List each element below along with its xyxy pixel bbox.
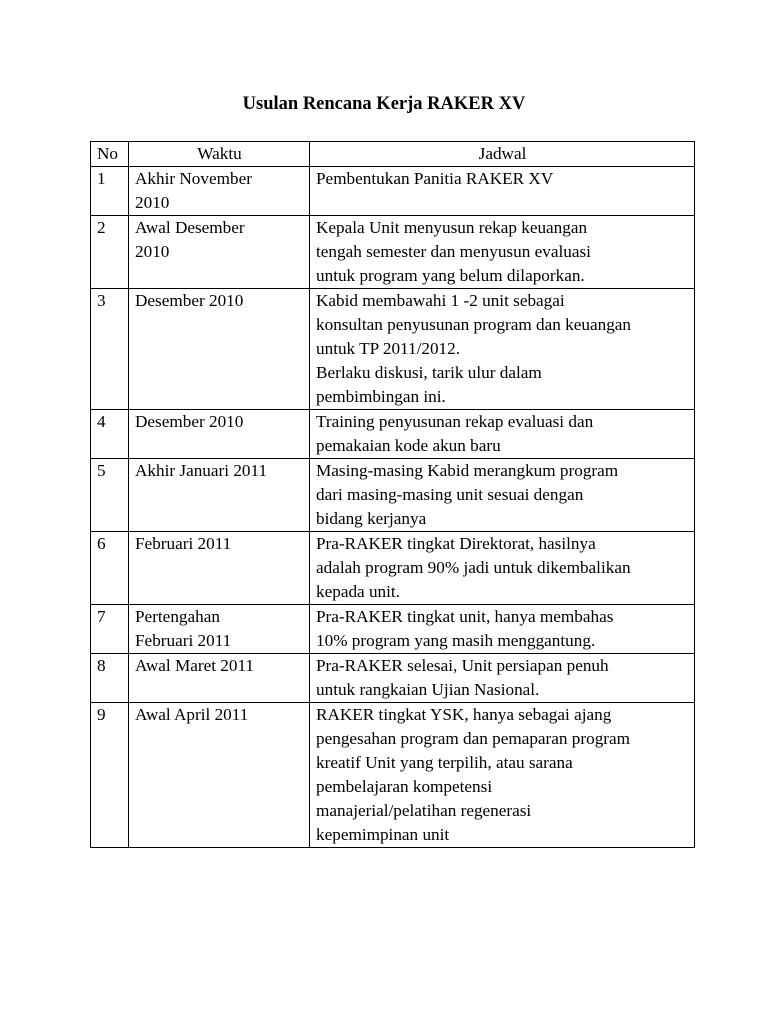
jadwal-cell	[310, 703, 695, 848]
jadwal-text-line: kreatif Unit yang terpilih, atau sarana	[316, 753, 573, 772]
row-number-cell: 4	[91, 410, 129, 459]
jadwal-text-line: Kepala Unit menyusun rekap keuangan	[316, 218, 588, 237]
waktu-cell	[129, 167, 310, 216]
table-body	[91, 167, 695, 848]
jadwal-text-line: dari masing-masing unit sesuai dengan	[316, 485, 584, 504]
jadwal-text-line: pengesahan program dan pemaparan program	[316, 729, 631, 748]
waktu-cell	[129, 216, 310, 289]
table-row	[91, 167, 695, 216]
row-number-cell: 2	[91, 216, 129, 289]
table-header-row	[91, 142, 695, 167]
waktu-cell	[129, 532, 310, 605]
jadwal-text-line: untuk rangkaian Ujian Nasional.	[316, 680, 540, 699]
row-number-cell: 8	[91, 654, 129, 703]
row-number-cell: 5	[91, 459, 129, 532]
jadwal-cell	[310, 410, 695, 459]
waktu-cell	[129, 605, 310, 654]
table-row	[91, 289, 695, 410]
jadwal-cell	[310, 459, 695, 532]
waktu-text-line: Pertengahan	[135, 607, 220, 626]
table-row	[91, 532, 695, 605]
waktu-text-line: Awal Maret 2011	[135, 656, 255, 675]
jadwal-text-line: untuk program yang belum dilaporkan.	[316, 266, 585, 285]
table-row	[91, 605, 695, 654]
waktu-text-line: Awal Desember	[135, 218, 245, 237]
jadwal-text-line: RAKER tingkat YSK, hanya sebagai ajang	[316, 705, 612, 724]
row-number-cell: 7	[91, 605, 129, 654]
waktu-text-line: Akhir November	[135, 169, 252, 188]
row-number-cell: 6	[91, 532, 129, 605]
column-header-jadwal: Jadwal	[310, 142, 695, 167]
jadwal-cell	[310, 532, 695, 605]
jadwal-text-line: Pra-RAKER tingkat unit, hanya membahas	[316, 607, 614, 626]
row-number-cell: 9	[91, 703, 129, 848]
waktu-text-line: Desember 2010	[135, 291, 244, 310]
jadwal-cell	[310, 654, 695, 703]
table-row	[91, 459, 695, 532]
column-header-waktu: Waktu	[129, 142, 310, 167]
row-number-cell: 1	[91, 167, 129, 216]
jadwal-text-line: pembelajaran kompetensi	[316, 777, 493, 796]
jadwal-text-line: Pra-RAKER selesai, Unit persiapan penuh	[316, 656, 609, 675]
jadwal-cell	[310, 289, 695, 410]
jadwal-text-line: Masing-masing Kabid merangkum program	[316, 461, 619, 480]
table-row	[91, 703, 695, 848]
waktu-cell	[129, 703, 310, 848]
waktu-cell	[129, 410, 310, 459]
jadwal-text-line: Pembentukan Panitia RAKER XV	[316, 169, 554, 188]
jadwal-text-line: Kabid membawahi 1 -2 unit sebagai	[316, 291, 565, 310]
waktu-text-line: Februari 2011	[135, 631, 232, 650]
waktu-text-line: 2010	[135, 193, 170, 212]
waktu-cell	[129, 654, 310, 703]
schedule-table	[90, 141, 695, 848]
jadwal-text-line: manajerial/pelatihan regenerasi	[316, 801, 532, 820]
table-row	[91, 216, 695, 289]
jadwal-text-line: Training penyusunan rekap evaluasi dan	[316, 412, 594, 431]
jadwal-cell	[310, 216, 695, 289]
waktu-cell	[129, 459, 310, 532]
jadwal-text-line: bidang kerjanya	[316, 509, 427, 528]
jadwal-text-line: untuk TP 2011/2012.	[316, 339, 461, 358]
document-title: Usulan Rencana Kerja RAKER XV	[242, 94, 526, 114]
table-row	[91, 410, 695, 459]
jadwal-text-line: pembimbingan ini.	[316, 387, 446, 406]
jadwal-text-line: Pra-RAKER tingkat Direktorat, hasilnya	[316, 534, 596, 553]
jadwal-text-line: konsultan penyusunan program dan keuangan	[316, 315, 632, 334]
waktu-text-line: 2010	[135, 242, 170, 261]
waktu-text-line: Desember 2010	[135, 412, 244, 431]
jadwal-text-line: Berlaku diskusi, tarik ulur dalam	[316, 363, 542, 382]
row-number-cell: 3	[91, 289, 129, 410]
waktu-text-line: Februari 2011	[135, 534, 232, 553]
waktu-cell	[129, 289, 310, 410]
table-row	[91, 654, 695, 703]
jadwal-cell	[310, 605, 695, 654]
jadwal-text-line: adalah program 90% jadi untuk dikembalikan	[316, 558, 631, 577]
waktu-text-line: Awal April 2011	[135, 705, 249, 724]
jadwal-text-line: kepada unit.	[316, 582, 400, 601]
jadwal-text-line: tengah semester dan menyusun evaluasi	[316, 242, 591, 261]
jadwal-text-line: pemakaian kode akun baru	[316, 436, 501, 455]
waktu-text-line: Akhir Januari 2011	[135, 461, 268, 480]
jadwal-text-line: kepemimpinan unit	[316, 825, 450, 844]
column-header-no: No	[91, 142, 129, 167]
jadwal-cell	[310, 167, 695, 216]
jadwal-text-line: 10% program yang masih menggantung.	[316, 631, 596, 650]
